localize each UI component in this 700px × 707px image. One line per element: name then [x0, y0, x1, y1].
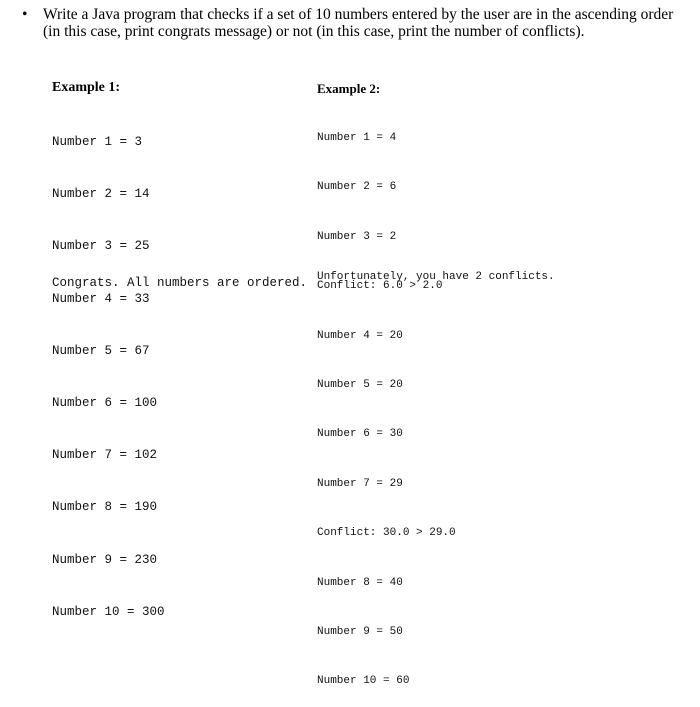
example-1-line: Number 1 = 3: [52, 135, 143, 149]
example-2-title: Example 2:: [317, 81, 381, 96]
example-2-line: Number 8 = 40: [317, 576, 403, 589]
bullet-icon: •: [22, 6, 28, 23]
example-2-line: Number 10 = 60: [317, 675, 410, 688]
example-1-line: Number 5 = 67: [52, 343, 150, 358]
example-2-line: Number 6 = 30: [317, 428, 403, 441]
example-2-line: Number 3 = 2: [317, 230, 397, 243]
example-1-line: Number 8 = 190: [52, 500, 158, 515]
task-text-line-2: (in this case, print congrats message) or not (in this case, print the number of conflicts).: [43, 23, 585, 40]
example-2-line: Number 5 = 20: [317, 378, 403, 391]
example-1-output: [52, 98, 165, 638]
example-1-line: Number 2 = 14: [52, 187, 150, 202]
example-2-line: Number 1 = 4: [317, 132, 397, 144]
example-1-line: Number 9 = 230: [52, 552, 158, 567]
example-1-line: Number 7 = 102: [52, 448, 158, 463]
example-1-line: Number 4 = 33: [52, 291, 150, 306]
example-1-line: Number 3 = 25: [52, 239, 150, 254]
example-1-title: Example 1:: [52, 80, 121, 95]
example-2-line: Number 7 = 29: [317, 477, 403, 490]
example-2-conflict-line: Conflict: 30.0 > 29.0: [317, 527, 456, 540]
example-1-message: Congrats. All numbers are ordered.: [52, 276, 308, 290]
example-2-line: Number 2 = 6: [317, 181, 397, 194]
example-1-line: Number 10 = 300: [52, 604, 165, 619]
example-2-output: [317, 96, 456, 707]
example-2-line: Number 4 = 20: [317, 329, 403, 342]
task-text-line-1: Write a Java program that checks if a set of 10 numbers entered by the user are in the ascending order: [43, 6, 674, 23]
example-1-line: Number 6 = 100: [52, 395, 158, 410]
example-2-message: Unfortunately, you have 2 conflicts.: [317, 271, 555, 283]
example-2-line: Number 9 = 50: [317, 625, 403, 638]
example-2-conflict-line: Conflict: 6.0 > 2.0: [317, 280, 443, 293]
